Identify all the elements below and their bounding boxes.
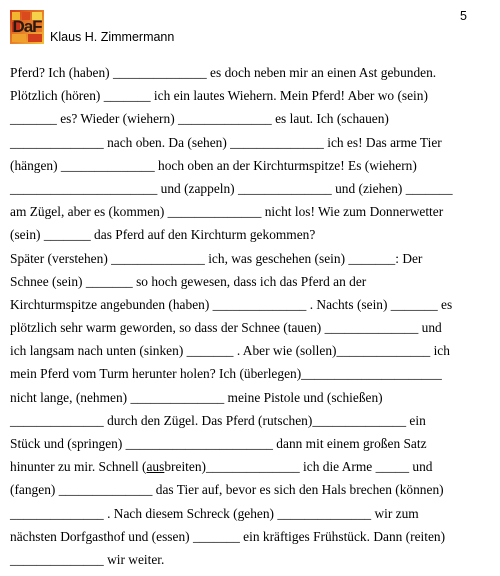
text-segment: (fangen) ______________ das Tier auf, bevor es sich den Hals brechen (können) bbox=[10, 482, 444, 498]
text-segment: Später (verstehen) ______________ ich, was geschehen (sein) _______: Der bbox=[10, 250, 423, 266]
text-segment: plötzlich sehr warm geworden, so dass der Schnee (tauen) ______________ und bbox=[10, 320, 442, 336]
text-segment: (hängen) ______________ hoch oben an der Kirchturmspitze! Es (wiehern) bbox=[10, 157, 417, 173]
logo-text: DaF bbox=[12, 17, 42, 36]
text-line bbox=[10, 200, 500, 223]
text-segment: ______________________ und (zappeln) ______________ und (ziehen) _______ bbox=[10, 180, 453, 196]
text-segment: (sein) _______ das Pferd auf den Kirchturm gekommen? bbox=[10, 227, 316, 243]
text-line bbox=[10, 386, 500, 409]
text-segment: Schnee (sein) _______ so hoch gewesen, dass ich das Pferd an der bbox=[10, 273, 367, 289]
text-segment: am Zügel, aber es (kommen) ______________ nicht los! Wie zum Donnerwetter bbox=[10, 204, 444, 220]
text-segment: Stück und (springen) ______________________ dann mit einem großen Satz bbox=[10, 436, 427, 451]
text-segment: ______________ wir weiter. bbox=[10, 551, 165, 567]
text-segment: ich langsam nach unten (sinken) _______ . Aber wie (sollen)______________ ich bbox=[10, 343, 450, 359]
text-line bbox=[10, 502, 500, 525]
underlined-text: aus bbox=[146, 459, 165, 475]
text-line bbox=[10, 409, 500, 432]
text-segment: nächsten Dorfgasthof und (essen) _______ ein kräftiges Frühstück. Dann (reiten) bbox=[10, 528, 446, 544]
text-segment: ______________ . Nach diesem Schreck (gehen) ______________ wir zum bbox=[10, 505, 419, 521]
exercise-text bbox=[10, 61, 500, 571]
text-segment: ______________ durch den Zügel. Das Pferd (rutschen)______________ ein bbox=[10, 412, 426, 428]
text-segment: nicht lange, (nehmen) ______________ meine Pistole und (schießen) bbox=[10, 389, 383, 405]
text-line bbox=[10, 339, 500, 362]
text-line bbox=[10, 293, 500, 316]
text-line bbox=[10, 548, 500, 571]
text-segment: _______ es? Wieder (wiehern) ______________ es laut. Ich (schauen) bbox=[10, 111, 389, 127]
text-line bbox=[10, 247, 500, 270]
text-line bbox=[10, 270, 500, 293]
text-segment: hinunter zu mir. Schnell ( bbox=[10, 459, 147, 475]
text-line bbox=[10, 84, 500, 107]
text-segment: Kirchturmspitze angebunden (haben) ______________ . Nachts (sein) _______ es bbox=[10, 296, 453, 312]
text-line bbox=[10, 107, 500, 130]
text-line bbox=[10, 525, 500, 548]
text-line bbox=[10, 362, 500, 385]
text-line bbox=[10, 177, 500, 200]
text-line bbox=[10, 131, 500, 154]
text-line bbox=[10, 455, 500, 478]
text-segment: Pferd? Ich (haben) ______________ es doch neben mir an einen Ast gebunden. bbox=[10, 65, 437, 80]
text-segment: Plötzlich (hören) _______ ich ein lautes Wiehern. Mein Pferd! Aber wo (sein) bbox=[10, 88, 428, 104]
text-line bbox=[10, 432, 500, 455]
daf-logo bbox=[10, 10, 44, 44]
text-line bbox=[10, 223, 500, 246]
page-number: 5 bbox=[460, 9, 467, 23]
text-line bbox=[10, 478, 500, 501]
text-segment: mein Pferd vom Turm herunter holen? Ich (überlegen)_____________________ bbox=[10, 366, 442, 382]
text-segment: breiten)______________ ich die Arme _____ und bbox=[164, 459, 433, 475]
text-segment: ______________ nach oben. Da (sehen) ______________ ich es! Das arme Tier bbox=[10, 134, 442, 150]
text-line bbox=[10, 61, 500, 84]
text-line bbox=[10, 316, 500, 339]
author-name: Klaus H. Zimmermann bbox=[50, 30, 175, 44]
text-line bbox=[10, 154, 500, 177]
